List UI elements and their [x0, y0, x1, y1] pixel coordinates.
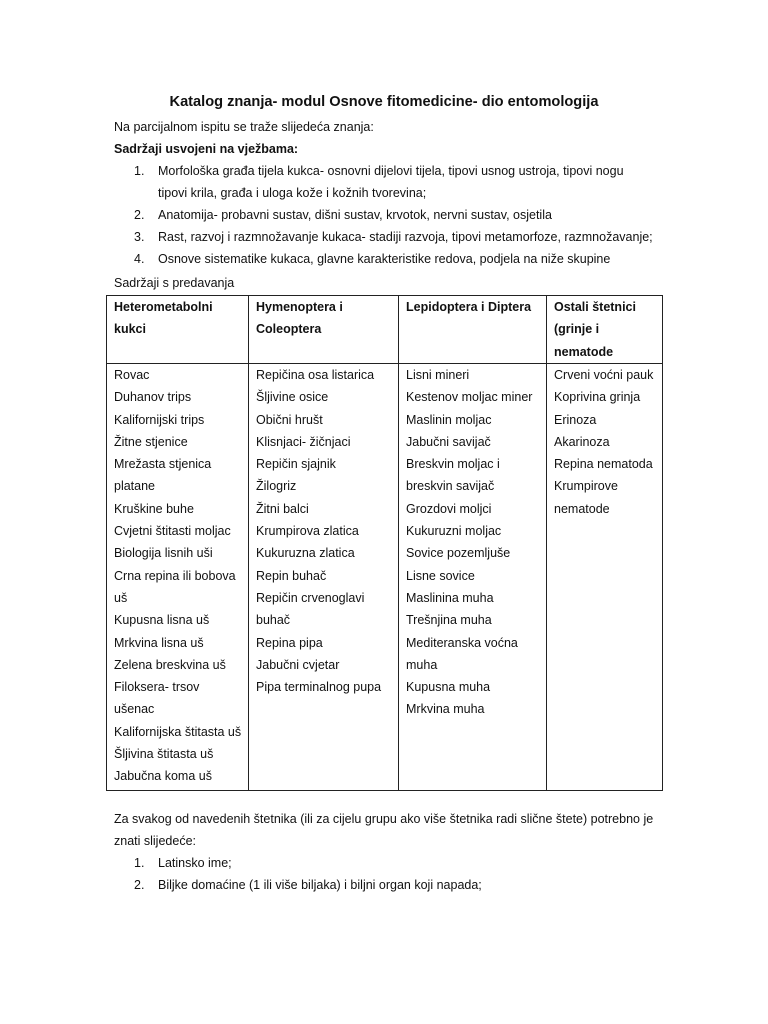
pest-entry: Zelena breskvina uš — [114, 657, 226, 672]
pest-entry: Kalifornijska štitasta uš — [114, 724, 242, 739]
pest-entry: Filoksera- trsov — [114, 680, 200, 695]
list-item-text: Osnove sistematike kukaca, glavne karakteristike redova, podjela na niže skupine — [158, 252, 611, 266]
table-cell-hymenoptera-coleoptera — [249, 364, 399, 791]
exercises-list — [114, 160, 674, 270]
pest-entry: Mrežasta stjenica — [114, 457, 212, 472]
pest-entry: ušenac — [114, 702, 155, 717]
pest-entry: Šljivina štitasta uš — [114, 747, 214, 762]
outro-text: Za svakog od navedenih štetnika (ili za cijelu grupu ako više štetnika radi slične štete) potrebno je — [114, 812, 654, 826]
pest-entry: Lisni mineri — [406, 368, 470, 382]
pest-entry: Repičina osa listarica — [256, 368, 375, 382]
pest-entry: Maslinina muha — [406, 590, 494, 605]
header-text: Lepidoptera i Diptera — [406, 300, 532, 314]
list-item — [114, 874, 674, 896]
pest-entry: Žitni balci — [256, 501, 309, 516]
list-number: 2. — [134, 878, 145, 892]
pest-entry: breskvin savijač — [406, 479, 495, 494]
pest-entry: nematode — [554, 501, 610, 516]
pest-entry: Repičin sjajnik — [256, 457, 336, 472]
pest-entry: Repina nematoda — [554, 457, 653, 472]
column-header-heterometabolni — [107, 296, 249, 364]
pest-entry: Kruškine buhe — [114, 501, 194, 516]
header-text: nematode — [554, 344, 614, 359]
intro-text: Na parcijalnom ispitu se traže slijedeća znanja: — [114, 120, 374, 134]
list-item — [114, 204, 674, 226]
list-number: 1. — [134, 856, 145, 870]
list-number: 1. — [134, 164, 145, 178]
pest-entry: Erinoza — [554, 412, 597, 427]
pest-entry: Grozdovi moljci — [406, 501, 492, 516]
pest-entry: Trešnjina muha — [406, 613, 492, 628]
pest-entry: Sovice pozemljuše — [406, 546, 511, 561]
pest-entry: Kestenov moljac miner — [406, 390, 533, 405]
pest-entry: Lisne sovice — [406, 568, 475, 583]
pest-entry: Jabučni savijač — [406, 434, 491, 449]
pest-entry: Kupusna lisna uš — [114, 613, 210, 628]
list-number: 4. — [134, 252, 145, 266]
column-header-ostali-stetnici — [547, 296, 663, 364]
pest-entry: Repina pipa — [256, 635, 323, 650]
pest-entry: Crveni voćni pauk — [554, 368, 654, 382]
pest-entry: Breskvin moljac i — [406, 457, 500, 472]
header-text: Hymenoptera i — [256, 300, 343, 314]
outro-text: znati slijedeće: — [114, 834, 196, 848]
page-title: Katalog znanja- modul Osnove fitomedicine- dio entomologija — [169, 94, 599, 110]
table-row — [107, 364, 663, 791]
pest-entry: Jabučni cvjetar — [256, 657, 340, 672]
lectures-heading: Sadržaji s predavanja — [114, 276, 235, 290]
pest-entry: uš — [114, 590, 128, 605]
list-item — [114, 852, 674, 874]
pest-entry: buhač — [256, 613, 291, 628]
list-item-text: Anatomija- probavni sustav, dišni sustav, krvotok, nervni sustav, osjetila — [158, 208, 552, 222]
pest-entry: Maslinin moljac — [406, 412, 492, 427]
pest-entry: Šljivine osice — [256, 390, 329, 405]
requirements-list — [114, 852, 674, 896]
pest-entry: Kupusna muha — [406, 680, 491, 695]
pest-entry: Mrkvina muha — [406, 702, 485, 717]
pest-entry: Akarinoza — [554, 434, 610, 449]
column-header-hymenoptera-coleoptera — [249, 296, 399, 364]
pest-entry: Jabučna koma uš — [114, 769, 212, 784]
exercises-heading: Sadržaji usvojeni na vježbama: — [114, 142, 299, 156]
pest-entry: Obični hrušt — [256, 412, 323, 427]
pest-entry: Crna repina ili bobova — [114, 568, 236, 583]
list-item-text: tipovi krila, građa i uloga kože i kožnih tvorevina; — [158, 186, 427, 200]
pest-entry: Mediteranska voćna — [406, 635, 518, 650]
pest-entry: Klisnjaci- žičnjaci — [256, 434, 351, 449]
list-item-text: Rast, razvoj i razmnožavanje kukaca- stadiji razvoja, tipovi metamorfoze, razmnožavanje; — [158, 230, 653, 244]
header-text: (grinje i — [554, 322, 600, 337]
pest-entry: Rovac — [114, 368, 150, 382]
list-item-text: Biljke domaćine (1 ili više biljaka) i biljni organ koji napada; — [158, 878, 482, 892]
header-text: Ostali štetnici — [554, 300, 636, 314]
table-header-row — [107, 296, 663, 364]
list-number: 2. — [134, 208, 145, 222]
pest-entry: Cvjetni štitasti moljac — [114, 524, 231, 539]
pest-entry: muha — [406, 657, 438, 672]
list-item — [114, 226, 674, 248]
pest-entry: Žilogriz — [256, 479, 297, 494]
header-text: Coleoptera — [256, 322, 322, 337]
pest-entry: Mrkvina lisna uš — [114, 635, 204, 650]
pest-catalog-table — [106, 295, 663, 791]
pest-entry: Kukuruzni moljac — [406, 524, 502, 539]
table-cell-heterometabolni — [107, 364, 249, 791]
pest-entry: platane — [114, 479, 156, 494]
table-cell-lepidoptera-diptera — [399, 364, 547, 791]
pest-entry: Duhanov trips — [114, 390, 192, 405]
list-item-text: Morfološka građa tijela kukca- osnovni dijelovi tijela, tipovi usnog ustroja, tipovi nogu — [158, 164, 624, 178]
pest-entry: Kukuruzna zlatica — [256, 546, 355, 561]
pest-entry: Repičin crvenoglavi — [256, 590, 365, 605]
list-item — [114, 248, 674, 270]
pest-entry: Žitne stjenice — [114, 434, 188, 449]
header-text: Heterometabolni — [114, 300, 213, 314]
pest-entry: Krumpirove — [554, 479, 618, 494]
pest-entry: Pipa terminalnog pupa — [256, 680, 382, 695]
list-item — [114, 160, 674, 204]
pest-entry: Biologija lisnih uši — [114, 546, 213, 561]
header-text: kukci — [114, 322, 146, 337]
list-number: 3. — [134, 230, 145, 244]
table-cell-ostali-stetnici — [547, 364, 663, 791]
pest-entry: Repin buhač — [256, 568, 327, 583]
pest-entry: Koprivina grinja — [554, 390, 641, 405]
list-item-text: Latinsko ime; — [158, 856, 232, 870]
column-header-lepidoptera-diptera — [399, 296, 547, 364]
pest-entry: Krumpirova zlatica — [256, 524, 359, 539]
pest-entry: Kalifornijski trips — [114, 412, 205, 427]
